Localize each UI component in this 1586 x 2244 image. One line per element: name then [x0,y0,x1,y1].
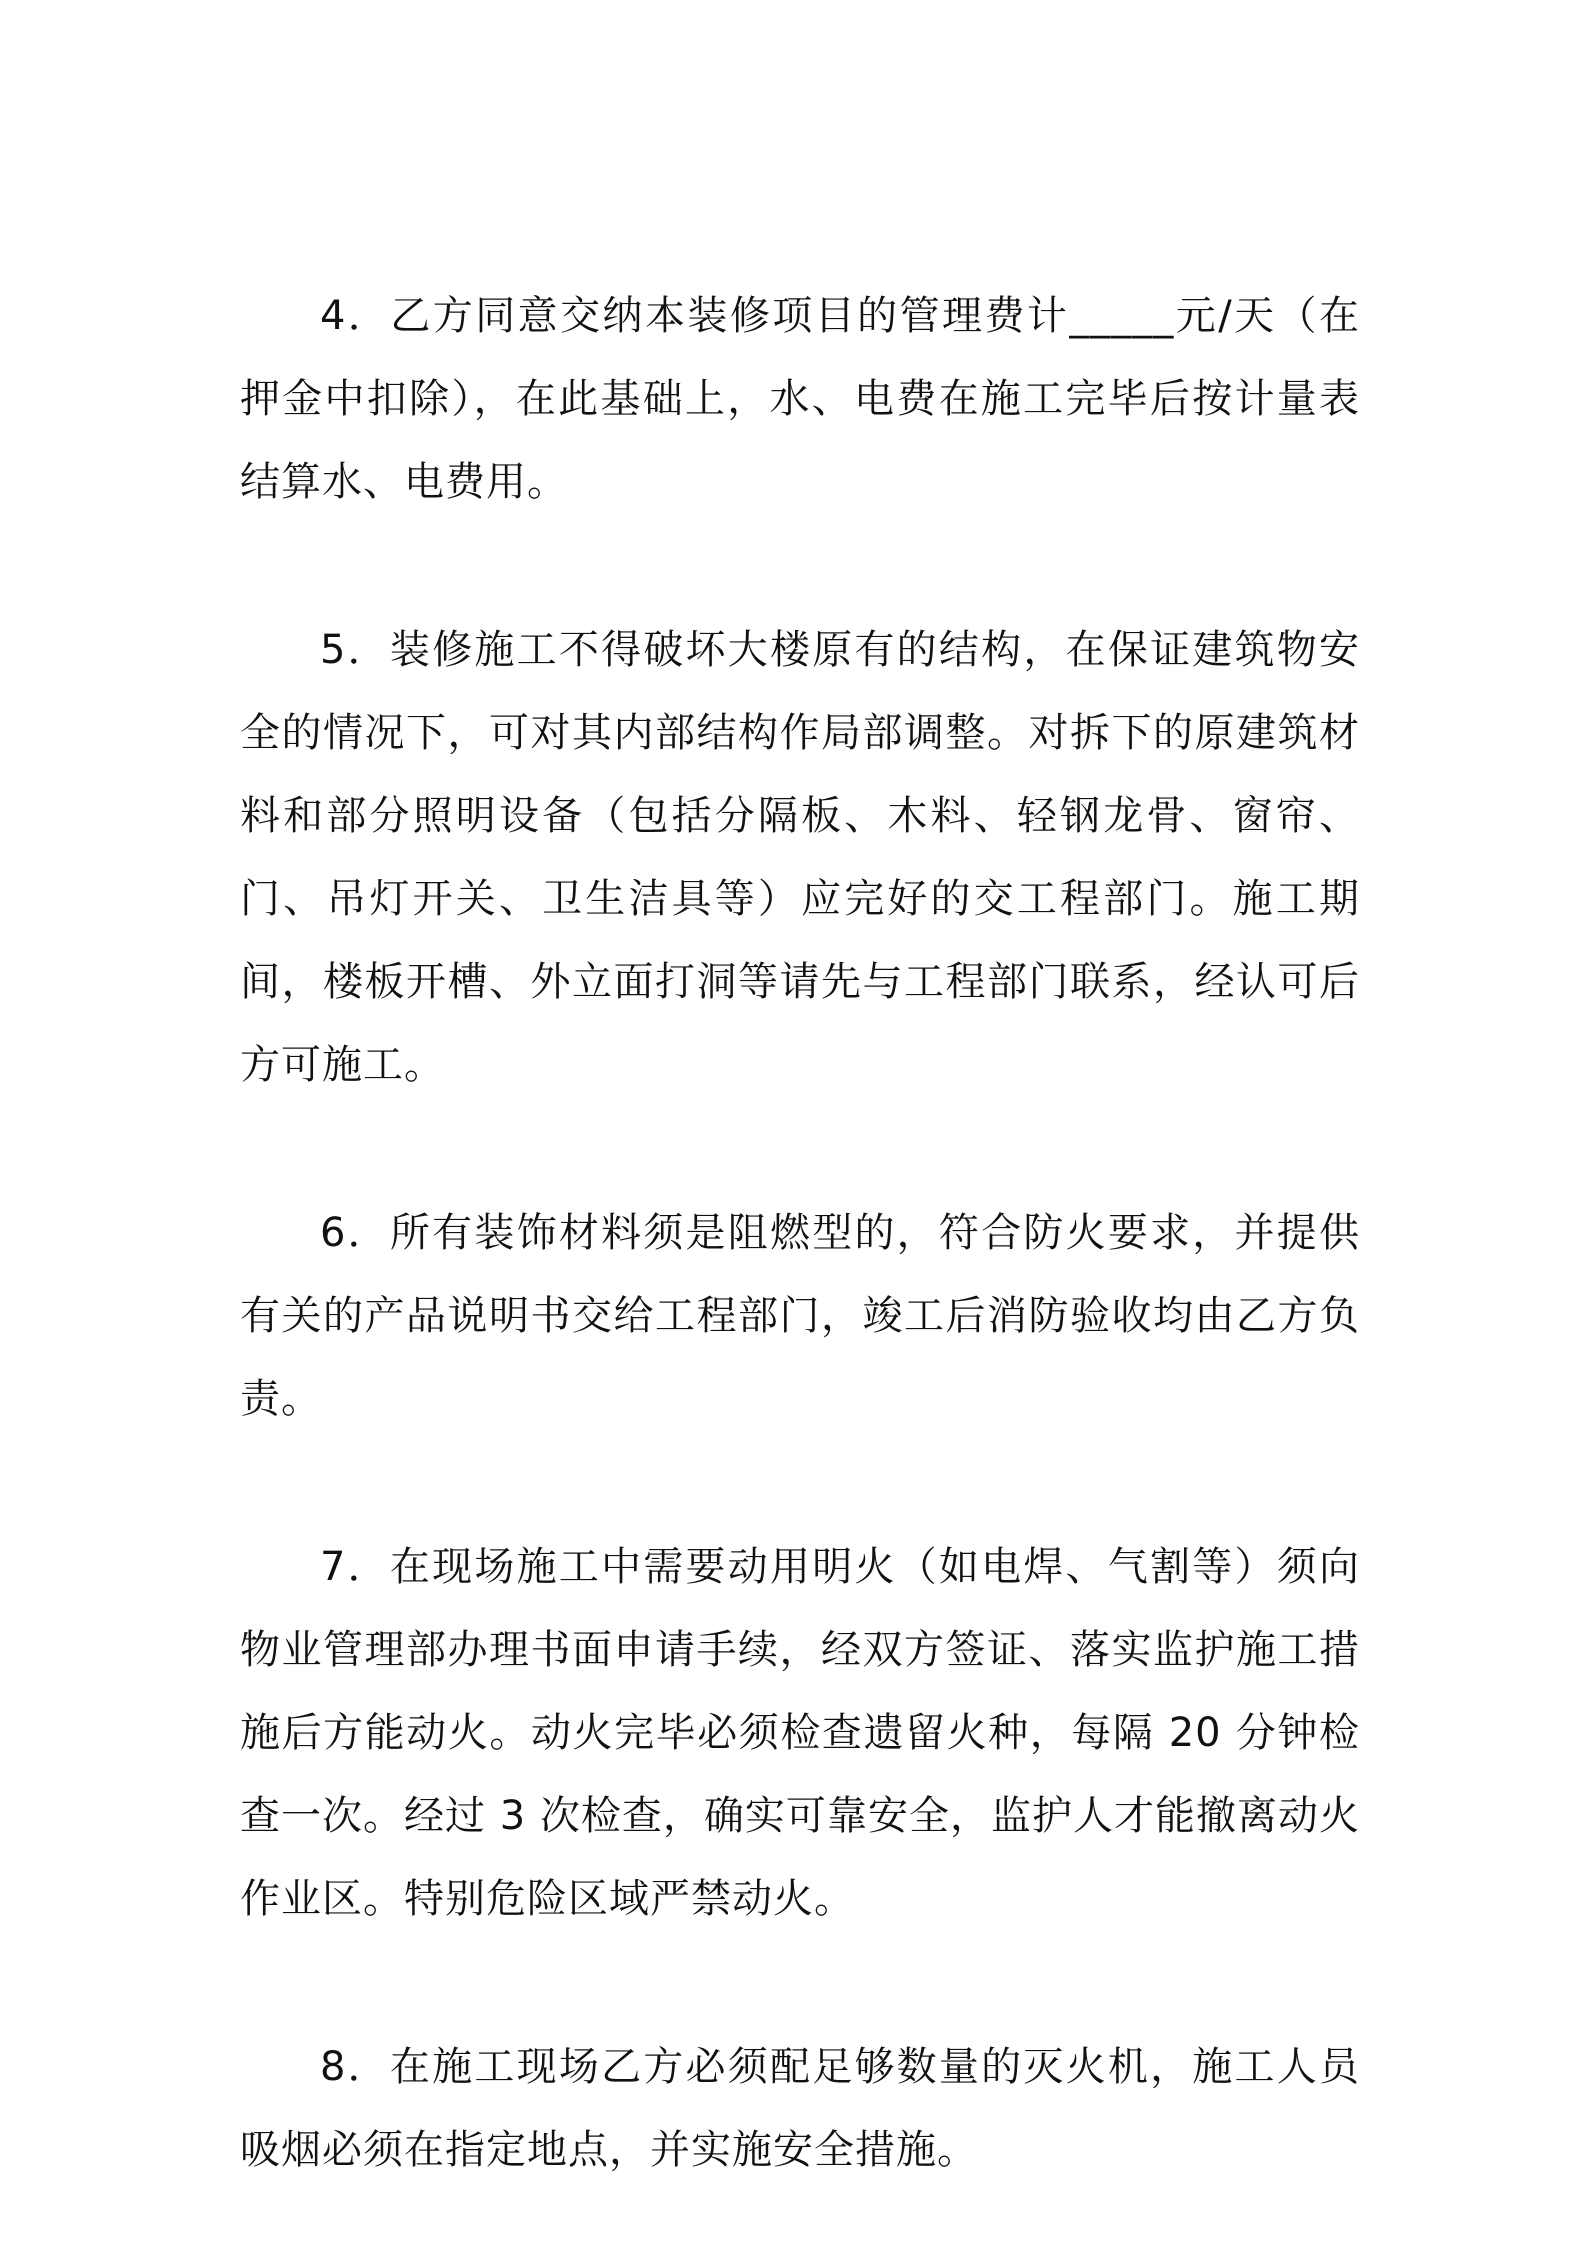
clause-6-paragraph: 6．所有装饰材料须是阻燃型的，符合防火要求，并提供有关的产品说明书交给工程部门，竣工后消防验收均由乙方负责。 [240,1210,1360,1422]
clause-list [240,275,1360,2192]
clause-4-paragraph: 4．乙方同意交纳本装修项目的管理费计_____元/天（在押金中扣除），在此基础上，水、电费在施工完毕后按计量表结算水、电费用。 [240,293,1360,505]
clause-7-paragraph: 7．在现场施工中需要动用明火（如电焊、气割等）须向物业管理部办理书面申请手续，经双方签证、落实监护施工措施后方能动火。动火完毕必须检查遗留火种，每隔 20 分钟检查一次。经过 3 次检查，确实可靠安全，监护人才能撤离动火作业区。特别危险区域严禁动火。 [240,1544,1360,1922]
clause-8-paragraph: 8．在施工现场乙方必须配足够数量的灭火机，施工人员吸烟必须在指定地点，并实施安全措施。 [240,2044,1360,2173]
clause-5-paragraph: 5．装修施工不得破坏大楼原有的结构，在保证建筑物安全的情况下，可对其内部结构作局部调整。对拆下的原建筑材料和部分照明设备（包括分隔板、木料、轻钢龙骨、窗帘、门、吊灯开关、卫生洁具等）应完好的交工程部门。施工期间，楼板开槽、外立面打洞等请先与工程部门联系，经认可后方可施工。 [240,627,1360,1088]
